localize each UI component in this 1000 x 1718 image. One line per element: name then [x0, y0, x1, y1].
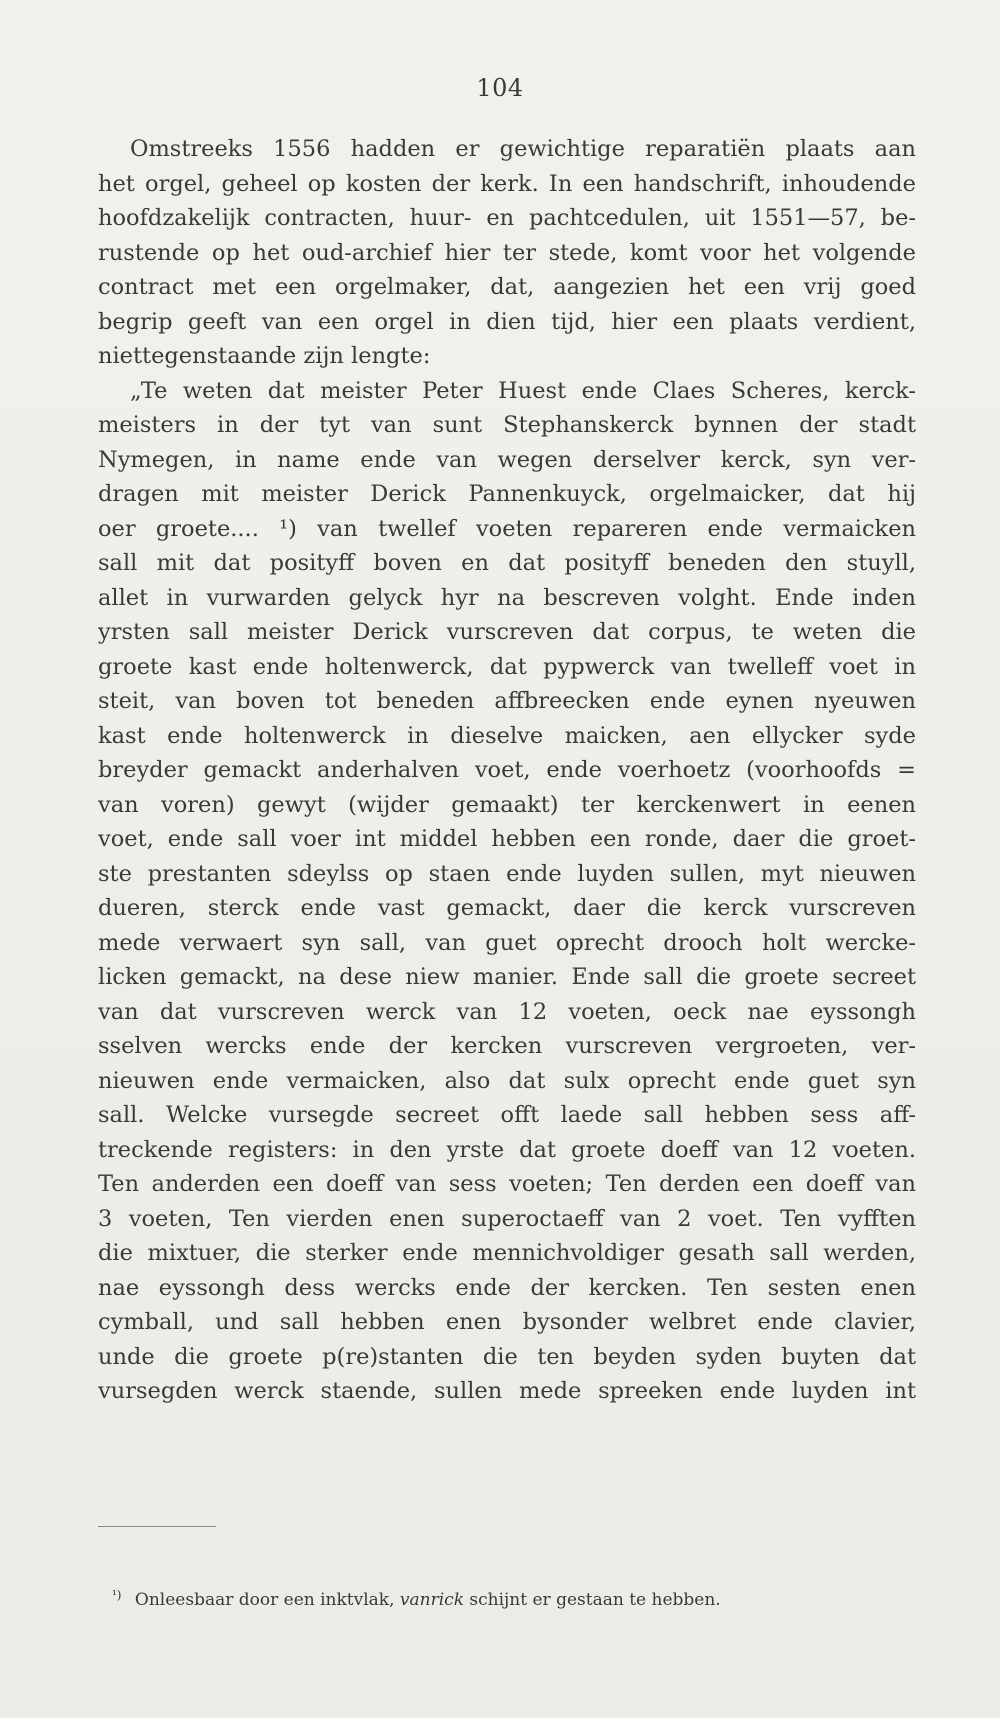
text-line: dueren, sterck ende vast gemackt, daer die kerck vurscreven	[98, 895, 916, 921]
text-line: 3 voeten, Ten vierden enen superoctaeff van 2 voet. Ten vyfften	[98, 1205, 916, 1232]
text-line: allet in vurwarden gelyck hyr na bescreven volght. Ende inden	[98, 584, 916, 611]
text-line: dragen mit meister Derick Pannenkuyck, orgelmaicker, dat hij	[98, 481, 916, 507]
text-line: groete kast ende holtenwerck, dat pypwerck van twelleff voet in	[98, 653, 916, 680]
footnote-emphasis: vanrick	[399, 1590, 464, 1610]
text-line: hoofdzakelijk contracten, huur- en pachtcedulen, uit 1551—57, be-	[98, 205, 916, 231]
text-line: sall. Welcke vursegde secreet offt laede sall hebben sess aff-	[98, 1102, 916, 1128]
text-line: het orgel, geheel op kosten der kerk. In een handschrift, inhoudende	[98, 170, 916, 197]
text-line: contract met een orgelmaker, dat, aangezien het een vrij goed	[98, 274, 916, 300]
page-number: 104	[476, 74, 524, 102]
text-line: van dat vurscreven werck van 12 voeten, oeck nae eyssongh	[98, 998, 916, 1025]
text-line: treckende registers: in den yrste dat groete doeff van 12 voeten.	[98, 1136, 916, 1163]
text-line: cymball, und sall hebben enen bysonder welbret ende clavier,	[98, 1309, 916, 1335]
text-line: vursegden werck staende, sullen mede spreeken ende luyden int	[98, 1378, 916, 1404]
text-line: meisters in der tyt van sunt Stephanskerck bynnen der stadt	[98, 412, 916, 438]
text-line: ste prestanten sdeylss op staen ende luyden sullen, myt nieuwen	[98, 860, 916, 887]
text-line: rustende op het oud-archief hier ter stede, komt voor het volgende	[98, 239, 916, 266]
text-line: nae eyssongh dess wercks ende der kercken. Ten sesten enen	[98, 1274, 916, 1301]
text-line: sall mit dat posityff boven en dat posityff beneden den stuyll,	[98, 550, 916, 576]
footnote-mark: ¹)	[112, 1588, 122, 1602]
text-line: Omstreeks 1556 hadden er gewichtige reparatiën plaats aan	[130, 136, 916, 162]
text-line: licken gemackt, na dese niew manier. Ende sall die groete secreet	[98, 964, 916, 990]
footnote-text: Onleesbaar door een inktvlak,	[134, 1590, 395, 1610]
text-line: van voren) gewyt (wijder gemaakt) ter kerckenwert in eenen	[98, 791, 916, 818]
text-line: voet, ende sall voer int middel hebben een ronde, daer die groet-	[98, 826, 916, 852]
text-line: niettegenstaande zijn lengte:	[98, 343, 431, 369]
text-line: kast ende holtenwerck in dieselve maicken, aen ellycker syde	[98, 722, 916, 749]
text-line: nieuwen ende vermaicken, also dat sulx oprecht ende guet syn	[98, 1067, 916, 1094]
text-line: unde die groete p(re)stanten die ten beyden syden buyten dat	[98, 1343, 916, 1370]
text-line: yrsten sall meister Derick vurscreven dat corpus, te weten die	[98, 619, 916, 645]
text-line: „Te weten dat meister Peter Huest ende Claes Scheres, kerck-	[130, 377, 916, 404]
text-line: Ten anderden een doeff van sess voeten; Ten derden een doeff van	[98, 1171, 916, 1197]
text-line: breyder gemackt anderhalven voet, ende voerhoetz (voorhoofds =	[98, 757, 916, 783]
text-line: mede verwaert syn sall, van guet oprecht drooch holt wercke-	[98, 929, 916, 956]
text-line: sselven wercks ende der kercken vurscreven vergroeten, ver-	[98, 1033, 916, 1059]
text-line: Nymegen, in name ende van wegen derselver kerck, syn ver-	[98, 446, 916, 473]
text-line: steit, van boven tot beneden affbreecken ende eynen nyeuwen	[98, 688, 916, 714]
text-line: die mixtuer, die sterker ende mennichvoldiger gesath sall werden,	[98, 1240, 916, 1266]
text-line: begrip geeft van een orgel in dien tijd, hier een plaats verdient,	[98, 308, 916, 335]
footnote-text-end: schijnt er gestaan te hebben.	[469, 1590, 721, 1610]
body-text	[98, 132, 916, 1409]
footnote	[112, 1588, 872, 1610]
text-line: oer groete.... ¹) van twellef voeten repareren ende vermaicken	[98, 515, 916, 542]
footnote-divider	[98, 1526, 216, 1527]
